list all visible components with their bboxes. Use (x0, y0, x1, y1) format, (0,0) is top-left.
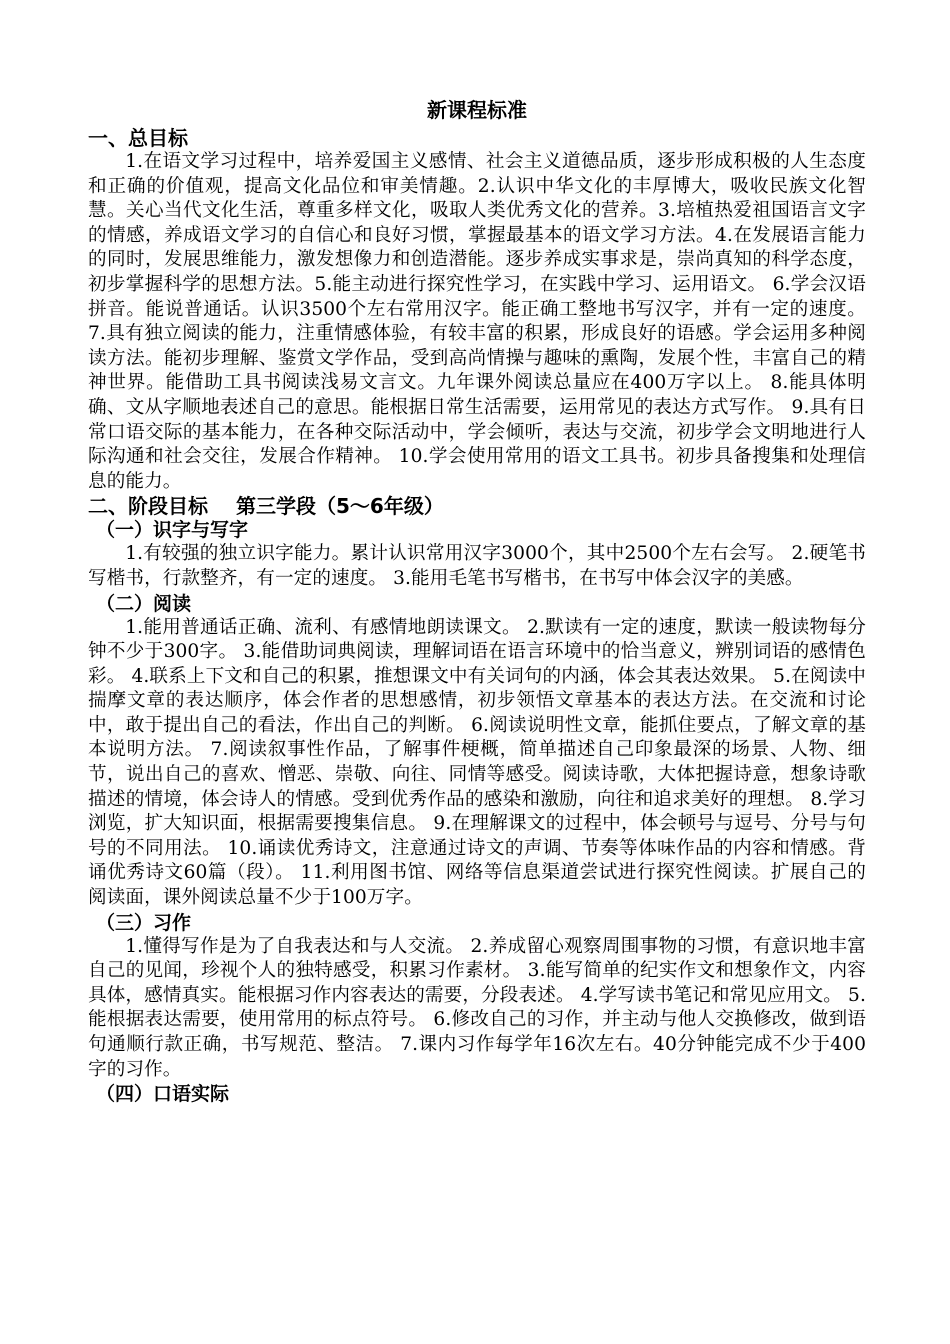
section-heading-stage-goals (88, 494, 866, 518)
subsection-heading-writing: （三）习作 (96, 911, 192, 934)
stage-goals-label: 二、阶段目标 (88, 494, 208, 519)
stage-goals-subheading: 第三学段（5～6年级） (236, 494, 444, 519)
subsection-heading-reading: （二）阅读 (96, 592, 192, 615)
subsection-body-literacy: 1.有较强的独立识字能力。累计认识常用汉字3000个，其中2500个左右会写。 2.硬笔书写楷书，行款整齐，有一定的速度。 3.能用毛笔书写楷书，在书写中体会汉字的美感。 (88, 543, 866, 589)
subsection-heading-oral: （四）口语实际 (96, 1083, 230, 1106)
subsection-body-reading: 1.能用普通话正确、流利、有感情地朗读课文。 2.默读有一定的速度，默读一般读物每分钟不少于300字。 3.能借助词典阅读，理解词语在语言环境中的恰当意义，辨别词语的感情色彩。 4.联系上下文和自己的积累，推想课文中有关词句的内涵，体会其表达效果。 5.在阅读中揣摩文章的表达顺序，体会作者的思想感情，初步领悟文章基本的表达方法。在交流和讨论中，敢于提出自己的看法，作出自己的判断。 6.阅读说明性文章，能抓住要点，了解文章的基本说明方法。 7.阅读叙事性作品，了解事件梗概，简单描述自己印象最深的场景、人物、细节，说出自己的喜欢、憎恶、崇敬、向往、同情等感受。阅读诗歌，大体把握诗意，想象诗歌描述的情境，体会诗人的情感。受到优秀作品的感染和激励，向往和追求美好的理想。 8.学习浏览，扩大知识面，根据需要搜集信息。 9.在理解课文的过程中，体会顿号与逗号、分号与句号的不同用法。 10.诵读优秀诗文，注意通过诗文的声调、节奏等体味作品的内容和情感。背诵优秀诗文60篇（段）。 11.利用图书馆、网络等信息渠道尝试进行探究性阅读。扩展自己的阅读面，课外阅读总量不少于100万字。 (88, 616, 866, 909)
page-title: 新课程标准 (427, 98, 527, 122)
section-body-overall-goals: 1.在语文学习过程中，培养爱国主义感情、社会主义道德品质，逐步形成积极的人生态度和正确的价值观，提高文化品位和审美情趣。2.认识中华文化的丰厚博大，吸收民族文化智慧。关心当代文化生活，尊重多样文化，吸取人类优秀文化的营养。3.培植热爱祖国语言文字的情感，养成语文学习的自信心和良好习惯，掌握最基本的语文学习方法。4.在发展语言能力的同时，发展思维能力，激发想像力和创造潜能。逐步养成实事求是，崇尚真知的科学态度，初步掌握科学的思想方法。5.能主动进行探究性学习，在实践中学习、运用语文。 6.学会汉语拼音。能说普通话。认识3500个左右常用汉字。能正确工整地书写汉字，并有一定的速度。 7.具有独立阅读的能力，注重情感体验，有较丰富的积累，形成良好的语感。学会运用多种阅读方法。能初步理解、鉴赏文学作品，受到高尚情操与趣味的熏陶，发展个性，丰富自己的精神世界。能借助工具书阅读浅易文言文。九年课外阅读总量应在400万字以上。 8.能具体明确、文从字顺地表述自己的意思。能根据日常生活需要，运用常见的表达方式写作。 9.具有日常口语交际的基本能力，在各种交际活动中，学会倾听，表达与交流，初步学会文明地进行人际沟通和社会交往，发展合作精神。 10.学会使用常用的语文工具书。初步具备搜集和处理信息的能力。 (88, 151, 866, 492)
document-body (88, 96, 866, 1106)
subsection-body-writing: 1.懂得写作是为了自我表达和与人交流。 2.养成留心观察周围事物的习惯，有意识地丰富自己的见闻，珍视个人的独特感受，积累习作素材。 3.能写简单的纪实作文和想象作文，内容具体，感情真实。能根据习作内容表达的需要，分段表述。 4.学写读书笔记和常见应用文。 5.能根据表达需要，使用常用的标点符号。 6.修改自己的习作，并主动与他人交换修改，做到语句通顺行款正确，书写规范、整洁。 7.课内习作每学年16次左右。40分钟能完成不少于400字的习作。 (88, 935, 866, 1080)
subsection-heading-literacy: （一）识字与写字 (96, 519, 249, 542)
section-heading-overall-goals: 一、总目标 (88, 126, 188, 150)
